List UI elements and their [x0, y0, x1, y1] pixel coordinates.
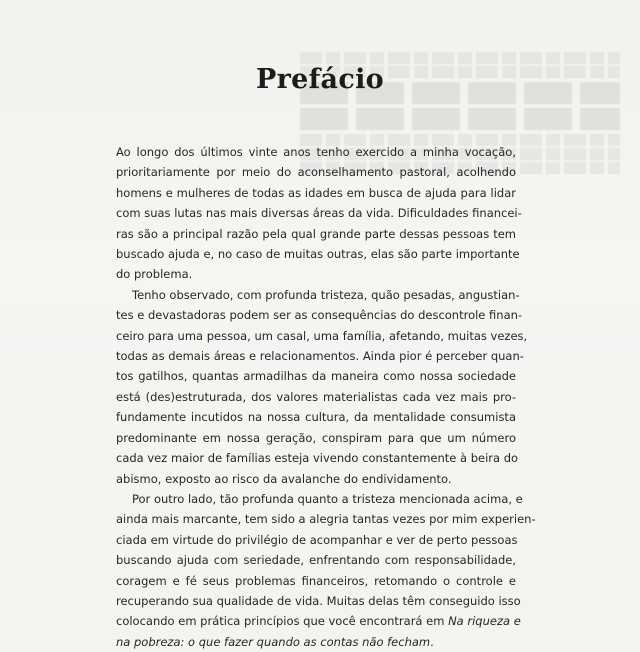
text-line: recuperando sua qualidade de vida. Muitas delas têm conseguido isso: [116, 593, 521, 608]
text-line: está (des)estruturada, dos valores materialistas cada vez mais pro-: [116, 389, 516, 404]
text-line: predominante em nossa geração, conspiram para que um número: [116, 430, 516, 445]
paragraph-3: [116, 489, 536, 652]
text-line: todas as demais áreas e relacionamentos. Ainda pior é perceber quan-: [116, 349, 524, 364]
text-segment: .: [430, 634, 434, 649]
text-line: Por outro lado, tão profunda quanto a tristeza mencionada acima, e: [132, 491, 523, 506]
text-line: tos gatilhos, quantas armadilhas da maneira como nossa sociedade: [116, 369, 516, 384]
paragraph-2: [116, 285, 528, 489]
text-line: com suas lutas nas mais diversas áreas da vida. Dificuldades financei-: [116, 206, 522, 221]
body-text: [116, 142, 536, 652]
text-line: buscado ajuda e, no caso de muitas outras, elas são parte importante: [116, 247, 520, 262]
paragraph-1: [116, 142, 522, 285]
text-line: Ao longo dos últimos vinte anos tenho exercido a minha vocação,: [116, 145, 516, 159]
text-line: [116, 632, 516, 652]
text-line: do problema.: [116, 267, 193, 282]
text-line: ainda mais marcante, tem sido a alegria tantas vezes por mim experien-: [116, 512, 536, 527]
page-title: Prefácio: [256, 64, 384, 95]
text-line: Tenho observado, com profunda tristeza, quão pesadas, angustian-: [132, 287, 520, 302]
text-segment: colocando em prática princípios que você encontrará em: [116, 614, 449, 629]
text-line: abismo, exposto ao risco da avalanche do endividamento.: [116, 471, 452, 486]
text-line: buscando ajuda com seriedade, enfrentando com responsabilidade,: [116, 553, 516, 568]
text-line: coragem e fé seus problemas financeiros, retomando o controle e: [116, 573, 516, 588]
text-line: ceiro para uma pessoa, um casal, uma família, afetando, muitas vezes,: [116, 328, 528, 343]
text-line: tes e devastadoras podem ser as consequências do descontrole finan-: [116, 308, 523, 323]
text-line: ras são a principal razão pela qual grande parte dessas pessoas tem: [116, 226, 516, 241]
text-line: fundamente incutidos na nossa cultura, da mentalidade consumista: [116, 410, 516, 425]
book-title-italic: Na riqueza e: [448, 614, 521, 629]
text-line: prioritariamente por meio do aconselhamento pastoral, acolhendo: [116, 165, 516, 180]
book-title-italic: na pobreza: o que fazer quando as contas não fecham: [116, 634, 431, 649]
text-line: cada vez maior de famílias esteja vivendo constantemente à beira do: [116, 451, 519, 466]
text-line: [116, 611, 521, 631]
text-line: homens e mulheres de todas as idades em busca de ajuda para lidar: [116, 185, 516, 200]
text-line: ciada em virtude do privilégio de acompanhar e ver de perto pessoas: [116, 532, 518, 547]
